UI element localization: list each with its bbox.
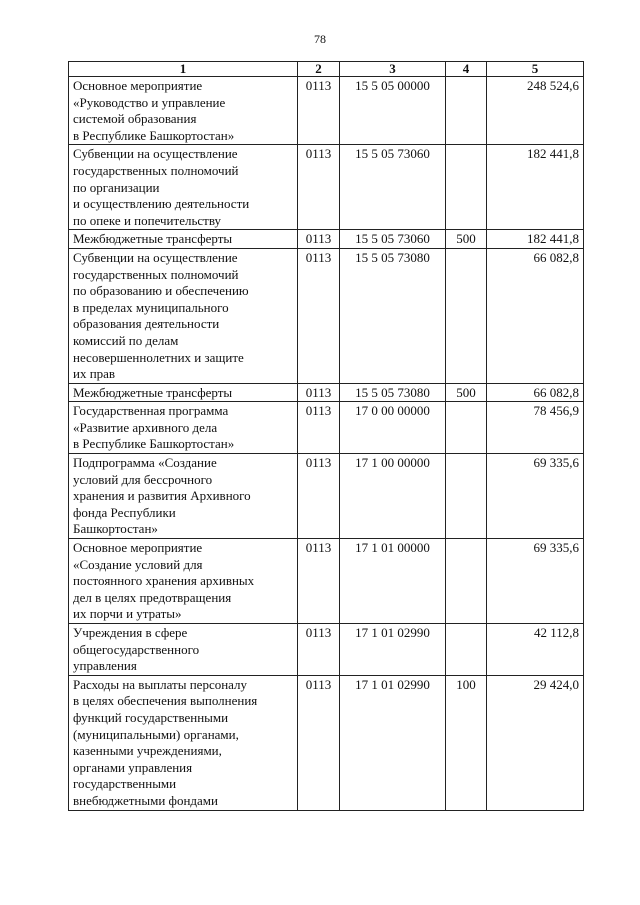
header-col-2: 2 [298, 62, 340, 77]
row-expense-type [446, 624, 487, 676]
row-amount: 29 424,0 [487, 675, 584, 810]
row-amount: 66 082,8 [487, 383, 584, 402]
row-section-code: 0113 [298, 248, 340, 383]
row-amount: 69 335,6 [487, 454, 584, 539]
row-name: Межбюджетные трансферты [69, 383, 298, 402]
table-row [69, 248, 584, 383]
table-row [69, 454, 584, 539]
table-row [69, 402, 584, 454]
table-row [69, 539, 584, 624]
row-expense-type [446, 402, 487, 454]
row-section-code: 0113 [298, 675, 340, 810]
row-section-code: 0113 [298, 402, 340, 454]
row-expense-type: 500 [446, 383, 487, 402]
row-expense-type: 500 [446, 230, 487, 249]
table-row [69, 675, 584, 810]
row-amount: 182 441,8 [487, 145, 584, 230]
budget-table [68, 61, 584, 811]
row-amount: 182 441,8 [487, 230, 584, 249]
row-target-code: 15 5 05 73060 [340, 145, 446, 230]
row-expense-type [446, 77, 487, 145]
row-expense-type [446, 248, 487, 383]
row-expense-type: 100 [446, 675, 487, 810]
row-amount: 69 335,6 [487, 539, 584, 624]
row-name: Межбюджетные трансферты [69, 230, 298, 249]
row-amount: 42 112,8 [487, 624, 584, 676]
row-section-code: 0113 [298, 454, 340, 539]
row-section-code: 0113 [298, 539, 340, 624]
row-section-code: 0113 [298, 230, 340, 249]
row-name: Учреждения в сфере общегосударственного управления [69, 624, 298, 676]
row-amount: 66 082,8 [487, 248, 584, 383]
table-row [69, 624, 584, 676]
row-name: Расходы на выплаты персоналу в целях обеспечения выполнения функций государственными (муниципальными) органами, казенными учреждениями, органами управления государственными внебюджетными фондами [69, 675, 298, 810]
row-target-code: 15 5 05 00000 [340, 77, 446, 145]
row-expense-type [446, 145, 487, 230]
row-expense-type [446, 454, 487, 539]
row-amount: 78 456,9 [487, 402, 584, 454]
row-section-code: 0113 [298, 145, 340, 230]
row-target-code: 15 5 05 73080 [340, 383, 446, 402]
header-col-5: 5 [487, 62, 584, 77]
table-body [69, 77, 584, 811]
row-expense-type [446, 539, 487, 624]
row-target-code: 15 5 05 73080 [340, 248, 446, 383]
row-target-code: 17 0 00 00000 [340, 402, 446, 454]
row-target-code: 17 1 01 00000 [340, 539, 446, 624]
row-target-code: 17 1 01 02990 [340, 675, 446, 810]
row-target-code: 17 1 01 02990 [340, 624, 446, 676]
row-name: Основное мероприятие «Создание условий для постоянного хранения архивных дел в целях предотвращения их порчи и утраты» [69, 539, 298, 624]
table-row [69, 77, 584, 145]
row-name: Государственная программа «Развитие архивного дела в Республике Башкортостан» [69, 402, 298, 454]
header-row [69, 62, 584, 77]
header-col-3: 3 [340, 62, 446, 77]
table-row [69, 145, 584, 230]
row-name: Субвенции на осуществление государственных полномочий по образованию и обеспечению в пределах муниципального образования деятельности комиссий по делам несовершеннолетних и защите их прав [69, 248, 298, 383]
table-row [69, 230, 584, 249]
row-name: Субвенции на осуществление государственных полномочий по организации и осуществлению деятельности по опеке и попечительству [69, 145, 298, 230]
row-target-code: 15 5 05 73060 [340, 230, 446, 249]
table-row [69, 383, 584, 402]
row-section-code: 0113 [298, 624, 340, 676]
page-number: 78 [314, 32, 326, 46]
row-amount: 248 524,6 [487, 77, 584, 145]
row-section-code: 0113 [298, 77, 340, 145]
header-col-4: 4 [446, 62, 487, 77]
row-section-code: 0113 [298, 383, 340, 402]
header-col-1: 1 [69, 62, 298, 77]
row-name: Основное мероприятие «Руководство и управление системой образования в Республике Башкортостан» [69, 77, 298, 145]
row-target-code: 17 1 00 00000 [340, 454, 446, 539]
table-header [69, 62, 584, 77]
row-name: Подпрограмма «Создание условий для бессрочного хранения и развития Архивного фонда Республики Башкортостан» [69, 454, 298, 539]
